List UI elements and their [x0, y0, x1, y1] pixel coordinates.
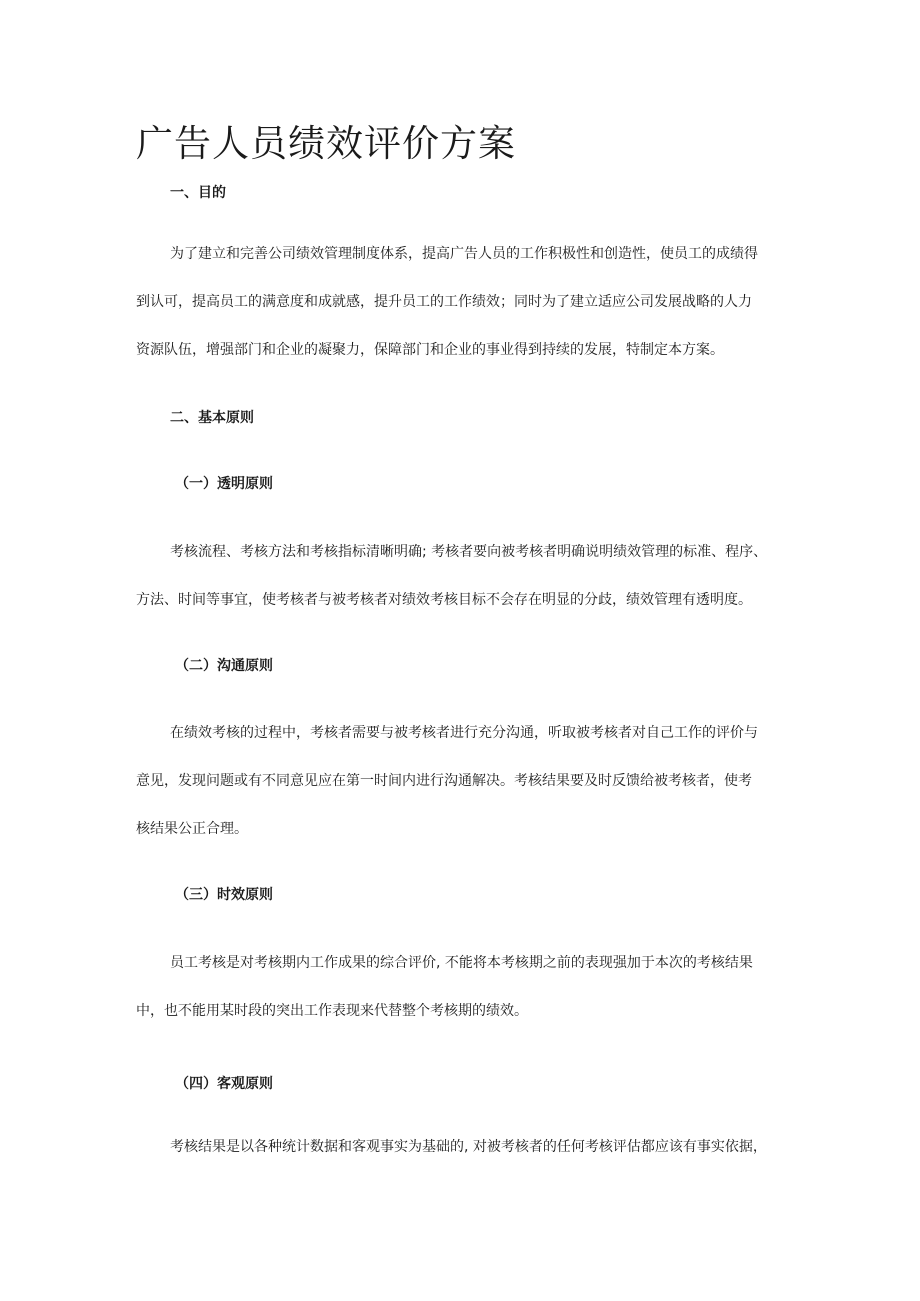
timeliness-line-1: 员工考核是对考核期内工作成果的综合评价, 不能将本考核期之前的表现强加于本次的考核结果 [170, 955, 753, 971]
timeliness-line-2: 中，也不能用某时段的突出工作表现来代替整个考核期的绩效。 [136, 1003, 528, 1019]
subsection-heading-objectivity: （四）客观原则 [175, 1076, 273, 1092]
purpose-paragraph-line-3: 资源队伍，增强部门和企业的凝聚力，保障部门和企业的事业得到持续的发展，特制定本方案。 [136, 342, 724, 358]
subsection-heading-communication: （二）沟通原则 [175, 658, 273, 674]
communication-line-2: 意见，发现问题或有不同意见应在第一时间内进行沟通解决。考核结果要及时反馈给被考核者，使考 [136, 773, 752, 789]
communication-line-1: 在绩效考核的过程中，考核者需要与被考核者进行充分沟通，听取被考核者对自己工作的评价与 [170, 725, 758, 741]
transparency-line-2: 方法、时间等事宜，使考核者与被考核者对绩效考核目标不会存在明显的分歧，绩效管理有透明度。 [136, 592, 752, 608]
communication-line-3: 核结果公正合理。 [136, 821, 248, 837]
document-title: 广告人员绩效评价方案 [136, 122, 516, 165]
subsection-heading-timeliness: （三）时效原则 [175, 887, 273, 903]
section-heading-purpose: 一、目的 [170, 185, 226, 201]
transparency-line-1: 考核流程、考核方法和考核指标清晰明确; 考核者要向被考核者明确说明绩效管理的标准、程序、 [170, 544, 768, 560]
section-heading-basic-principles: 二、基本原则 [170, 410, 254, 426]
objectivity-line-1: 考核结果是以各种统计数据和客观事实为基础的, 对被考核者的任何考核评估都应该有事实依据， [170, 1139, 767, 1155]
purpose-paragraph-line-2: 到认可，提高员工的满意度和成就感，提升员工的工作绩效；同时为了建立适应公司发展战略的人力 [136, 294, 752, 310]
subsection-heading-transparency: （一）透明原则 [175, 476, 273, 492]
purpose-paragraph-line-1: 为了建立和完善公司绩效管理制度体系，提高广告人员的工作积极性和创造性，使员工的成绩得 [170, 246, 758, 262]
